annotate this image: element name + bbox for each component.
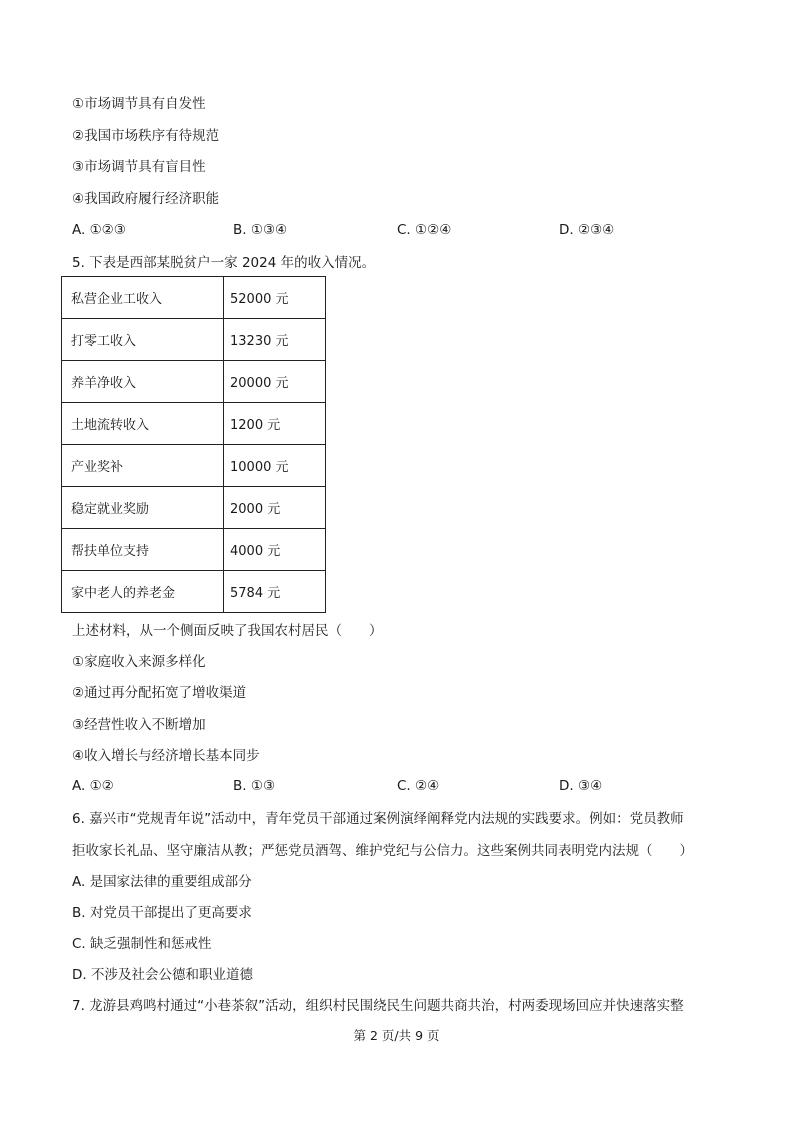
q5-stem: 5. 下表是西部某脱贫户一家 2024 年的收入情况。 [72,255,376,271]
table-cell-amount: 5784 元 [224,571,326,613]
q5-option-c[interactable]: C. ②④ [397,778,440,794]
table-row [62,445,326,487]
income-table [61,276,326,613]
table-row [62,361,326,403]
q7-stem-line-1: 7. 龙游县鸡鸣村通过“小巷茶叙”活动，组织村民围绕民生问题共商共治，村两委现场回应并快速落实整 [72,998,684,1014]
table-cell-amount: 10000 元 [224,445,326,487]
q4-option-c[interactable]: C. ①②④ [397,222,452,238]
table-cell-item: 土地流转收入 [62,403,224,445]
q6-option-b[interactable]: B. 对党员干部提出了更高要求 [72,905,252,921]
q4-options [72,222,722,240]
table-cell-item: 产业奖补 [62,445,224,487]
q5-question: 上述材料，从一个侧面反映了我国农村居民（ ） [72,623,383,639]
q4-option-b[interactable]: B. ①③④ [233,222,288,238]
q5-options [72,778,722,796]
q4-option-d[interactable]: D. ②③④ [559,222,615,238]
q5-option-b[interactable]: B. ①③ [233,778,276,794]
q5-option-d[interactable]: D. ③④ [559,778,603,794]
q5-item-3: ③经营性收入不断增加 [72,717,206,733]
q6-option-d[interactable]: D. 不涉及社会公德和职业道德 [72,967,253,983]
page-number-footer: 第 2 页/共 9 页 [353,1028,440,1043]
table-row [62,403,326,445]
q4-option-a[interactable]: A. ①②③ [72,222,126,238]
table-row [62,487,326,529]
q5-item-4: ④收入增长与经济增长基本同步 [72,748,260,764]
q6-option-a[interactable]: A. 是国家法律的重要组成部分 [72,874,252,890]
q4-item-4: ④我国政府履行经济职能 [72,191,220,207]
table-row [62,571,326,613]
table-cell-item: 打零工收入 [62,319,224,361]
table-cell-item: 家中老人的养老金 [62,571,224,613]
table-cell-item: 帮扶单位支持 [62,529,224,571]
table-cell-amount: 2000 元 [224,487,326,529]
table-cell-amount: 20000 元 [224,361,326,403]
table-cell-amount: 4000 元 [224,529,326,571]
q5-option-a[interactable]: A. ①② [72,778,114,794]
table-row [62,529,326,571]
table-cell-item: 稳定就业奖励 [62,487,224,529]
table-row [62,277,326,319]
q6-stem-line-1: 6. 嘉兴市“党规青年说”活动中，青年党员干部通过案例演绎阐释党内法规的实践要求。例如：党员教师 [72,811,684,827]
q4-item-1: ①市场调节具有自发性 [72,96,206,112]
table-cell-amount: 1200 元 [224,403,326,445]
q6-stem-line-2: 拒收家长礼品、坚守廉洁从教；严惩党员酒驾、维护党纪与公信力。这些案例共同表明党内法规（ ） [72,843,693,859]
q4-item-2: ②我国市场秩序有待规范 [72,128,220,144]
q5-item-2: ②通过再分配拓宽了增收渠道 [72,685,247,701]
table-cell-amount: 13230 元 [224,319,326,361]
q6-option-c[interactable]: C. 缺乏强制性和惩戒性 [72,936,212,952]
q4-item-3: ③市场调节具有盲目性 [72,159,206,175]
q5-item-1: ①家庭收入来源多样化 [72,654,206,670]
table-cell-amount: 52000 元 [224,277,326,319]
table-cell-item: 养羊净收入 [62,361,224,403]
table-cell-item: 私营企业工收入 [62,277,224,319]
table-row [62,319,326,361]
